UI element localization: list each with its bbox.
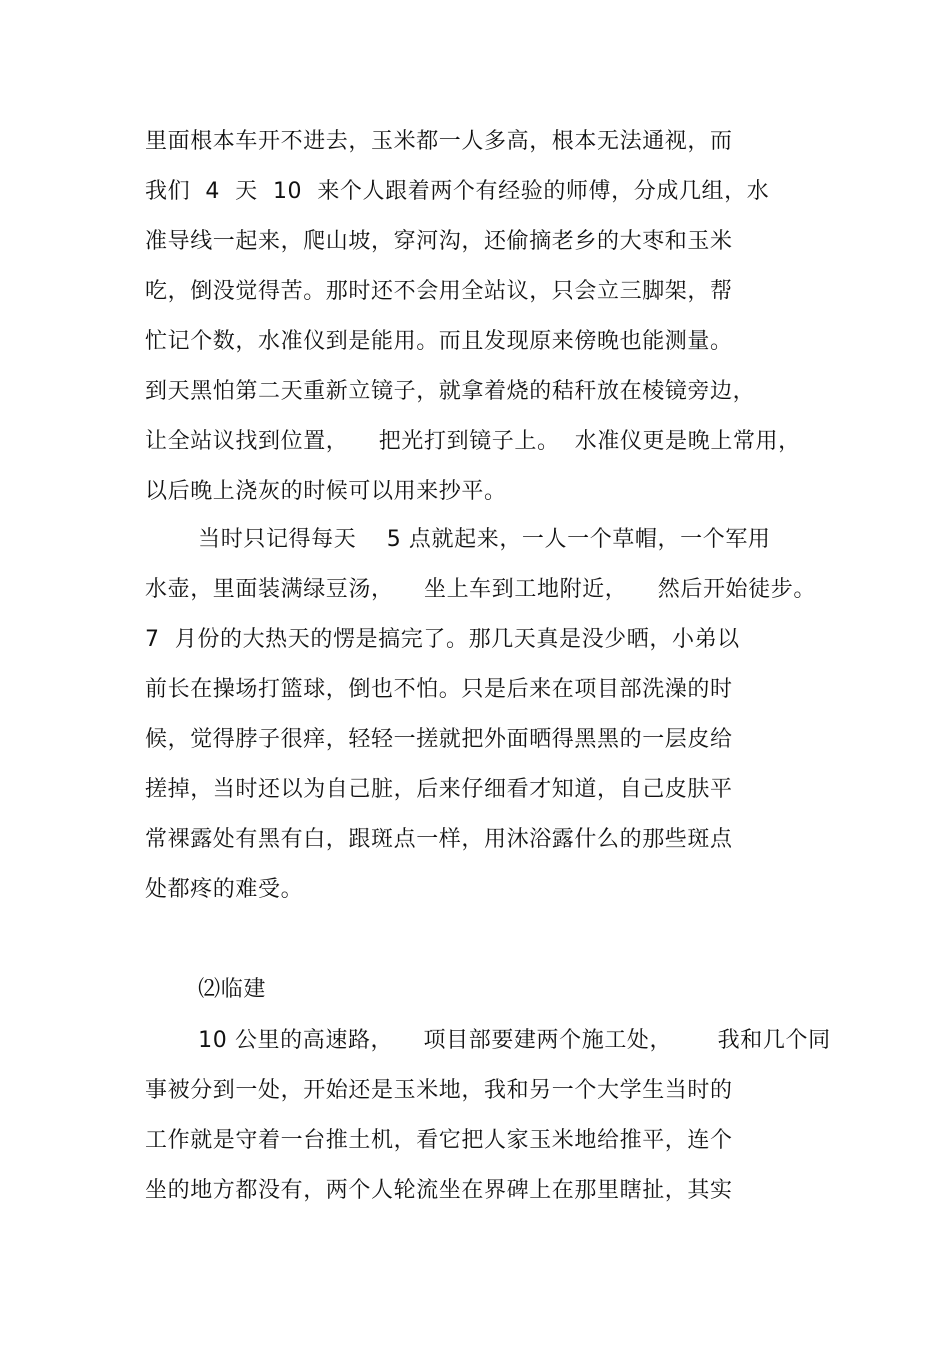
text-line: 忙记个数，水准仪到是能用。而且发现原来傍晚也能测量。	[145, 329, 733, 354]
text-line: 工作就是守着一台推土机，看它把人家玉米地给推平，连个	[145, 1128, 733, 1153]
text-line: 坐的地方都没有，两个人轮流坐在界碑上在那里瞎扯，其实	[145, 1178, 733, 1203]
text-line: 7 月份的大热天的愣是搞完了。那几天真是没少晒，小弟以	[145, 627, 740, 652]
text-line: 让全站议找到位置， 把光打到镜子上。 水准仪更是晚上常用，	[145, 429, 801, 454]
text-line: 以后晚上浇灰的时候可以用来抄平。	[145, 479, 507, 504]
text-line: 当时只记得每天 5 点就起来，一人一个草帽，一个军用	[145, 527, 771, 552]
text-line: 事被分到一处，开始还是玉米地，我和另一个大学生当时的	[145, 1078, 733, 1103]
text-line: 水壶，里面装满绿豆汤， 坐上车到工地附近， 然后开始徒步。	[145, 577, 816, 602]
text-line: 吃，倒没觉得苦。那时还不会用全站议，只会立三脚架，帮	[145, 279, 733, 304]
text-line: 我们 4 天 10 来个人跟着两个有经验的师傅，分成几组，水	[145, 179, 770, 204]
text-line: 搓掉，当时还以为自己脏，后来仔细看才知道，自己皮肤平	[145, 777, 733, 802]
text-line: 前长在操场打篮球，倒也不怕。只是后来在项目部洗澡的时	[145, 677, 733, 702]
text-line: 里面根本车开不进去，玉米都一人多高，根本无法通视，而	[145, 129, 733, 154]
text-line: 10 公里的高速路， 项目部要建两个施工处， 我和几个同	[145, 1028, 831, 1053]
text-line: 常裸露处有黑有白，跟斑点一样，用沐浴露什么的那些斑点	[145, 827, 733, 852]
text-line: 准导线一起来，爬山坡，穿河沟，还偷摘老乡的大枣和玉米	[145, 229, 733, 254]
text-line: 候，觉得脖子很痒，轻轻一搓就把外面晒得黑黑的一层皮给	[145, 727, 733, 752]
text-line: 处都疼的难受。	[145, 877, 304, 902]
text-line: 到天黑怕第二天重新立镜子，就拿着烧的秸秆放在棱镜旁边，	[145, 379, 756, 404]
section-heading: ⑵临建	[145, 977, 266, 1002]
